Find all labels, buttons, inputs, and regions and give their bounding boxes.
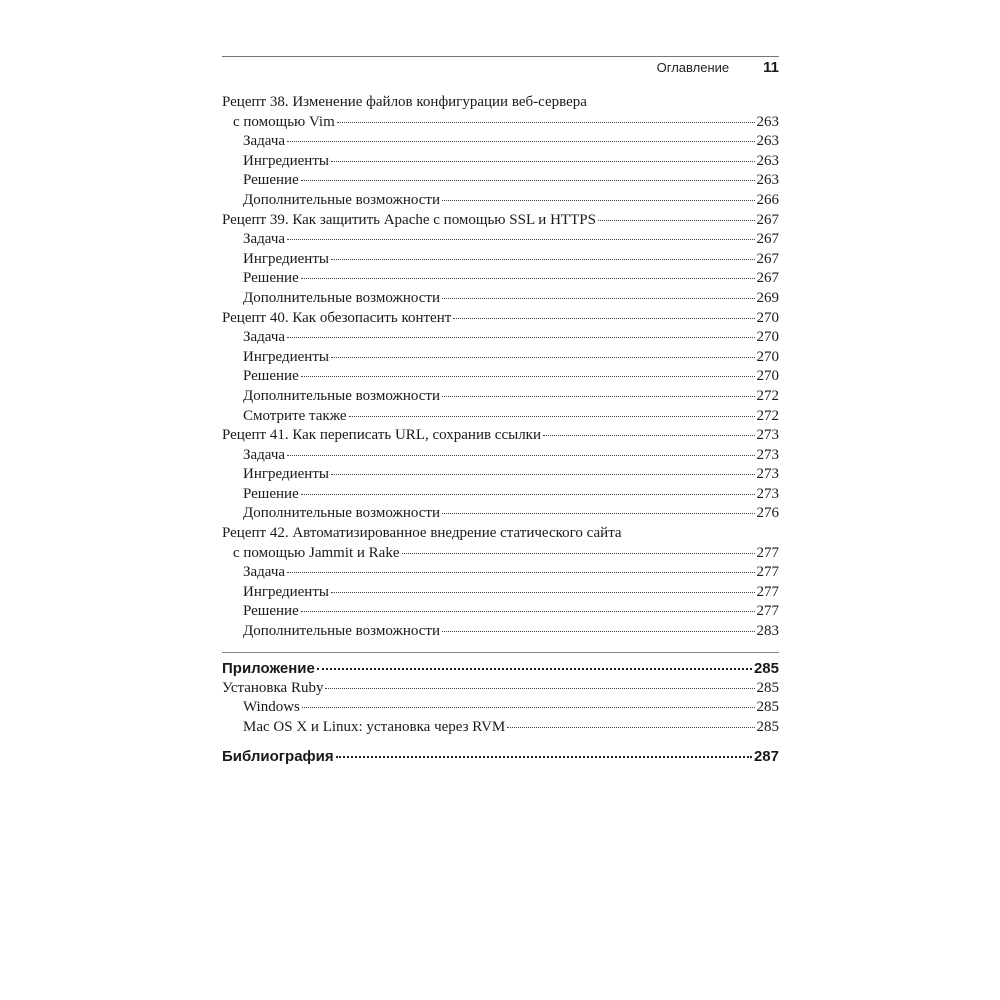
toc-entry-label: Задача bbox=[243, 446, 286, 463]
toc-subentry[interactable] bbox=[222, 328, 779, 348]
toc-page-number: 263 bbox=[756, 113, 779, 130]
toc-subentry[interactable] bbox=[222, 132, 779, 152]
toc-subentry[interactable] bbox=[222, 387, 779, 407]
toc-page-number: 273 bbox=[756, 466, 779, 483]
running-header bbox=[222, 59, 779, 85]
toc-entry-label: Задача bbox=[243, 133, 286, 150]
toc-entry-title[interactable]: Рецепт 42. Автоматизированное внедрение статического сайта bbox=[222, 525, 622, 542]
toc-page-number: 270 bbox=[756, 329, 779, 346]
toc-entry-label: с помощью Vim bbox=[233, 113, 335, 130]
toc-subentry[interactable] bbox=[222, 563, 779, 583]
toc-entry-label: Дополнительные возможности bbox=[243, 387, 440, 404]
toc-entry-label: Задача bbox=[243, 564, 286, 581]
toc-entry-label: Решение bbox=[243, 603, 299, 620]
toc-subentry[interactable] bbox=[222, 230, 779, 250]
toc-subentry[interactable] bbox=[222, 485, 779, 505]
toc-subentry[interactable] bbox=[222, 465, 779, 485]
toc-subentry[interactable] bbox=[222, 622, 779, 642]
toc-subentry[interactable] bbox=[222, 602, 779, 622]
toc-page-number: 283 bbox=[756, 623, 779, 640]
toc-page-number: 266 bbox=[756, 191, 779, 208]
toc-subentry[interactable] bbox=[222, 698, 779, 718]
toc-page-number: 272 bbox=[756, 387, 779, 404]
toc-page-number: 269 bbox=[756, 289, 779, 306]
dot-leader bbox=[287, 571, 754, 573]
dot-leader bbox=[442, 199, 755, 201]
toc-entry-label: Установка Ruby bbox=[222, 679, 324, 696]
toc-page-number: 263 bbox=[756, 172, 779, 189]
toc-page-number: 285 bbox=[756, 718, 779, 735]
table-of-contents bbox=[222, 93, 779, 767]
toc-major-entry[interactable] bbox=[222, 747, 779, 767]
toc-page-number: 267 bbox=[756, 250, 779, 267]
dot-leader bbox=[349, 415, 755, 417]
toc-page-number: 270 bbox=[756, 368, 779, 385]
toc-entry[interactable] bbox=[222, 679, 779, 699]
toc-subentry[interactable] bbox=[222, 504, 779, 524]
toc-subentry[interactable] bbox=[222, 250, 779, 270]
page-number: 11 bbox=[763, 59, 779, 76]
dot-leader bbox=[442, 630, 755, 632]
dot-leader bbox=[507, 726, 754, 728]
toc-page-number: 272 bbox=[756, 407, 779, 424]
toc-page-number: 277 bbox=[756, 583, 779, 600]
toc-entry[interactable] bbox=[222, 426, 779, 446]
toc-entry-title[interactable]: Рецепт 38. Изменение файлов конфигурации веб-сервера bbox=[222, 94, 587, 110]
toc-page-number: 277 bbox=[756, 544, 779, 561]
toc-page-number: 277 bbox=[756, 603, 779, 620]
dot-leader bbox=[301, 179, 755, 181]
toc-page-number: 267 bbox=[756, 231, 779, 248]
dot-leader bbox=[325, 687, 754, 689]
dot-leader bbox=[337, 121, 755, 123]
dot-leader bbox=[301, 375, 755, 377]
toc-page-number: 276 bbox=[756, 505, 779, 522]
toc-entry-label: Дополнительные возможности bbox=[243, 191, 440, 208]
toc-entry-label: Дополнительные возможности bbox=[243, 505, 440, 522]
toc-page-number: 263 bbox=[756, 152, 779, 169]
dot-leader bbox=[331, 356, 755, 358]
toc-subentry[interactable] bbox=[222, 407, 779, 427]
toc-subentry[interactable] bbox=[222, 171, 779, 191]
dot-leader bbox=[287, 454, 754, 456]
toc-entry-label: Рецепт 41. Как переписать URL, сохранив ссылки bbox=[222, 427, 541, 444]
dot-leader bbox=[336, 755, 752, 758]
book-page bbox=[222, 56, 779, 767]
dot-leader bbox=[543, 434, 755, 436]
dot-leader bbox=[301, 277, 755, 279]
toc-page-number: 270 bbox=[756, 309, 779, 326]
toc-entry-label: Приложение bbox=[222, 659, 315, 677]
toc-entry-label: Ингредиенты bbox=[243, 152, 329, 169]
toc-page-number: 273 bbox=[756, 446, 779, 463]
toc-subentry[interactable] bbox=[222, 367, 779, 387]
dot-leader bbox=[331, 258, 755, 260]
toc-major-entry[interactable] bbox=[222, 652, 779, 679]
toc-entry-label: Рецепт 39. Как защитить Apache с помощью SSL и HTTPS bbox=[222, 211, 596, 228]
dot-leader bbox=[302, 706, 755, 708]
toc-page-number: 270 bbox=[756, 348, 779, 365]
toc-entry-label: Ингредиенты bbox=[243, 466, 329, 483]
dot-leader bbox=[331, 473, 755, 475]
toc-entry-label: Решение bbox=[243, 368, 299, 385]
dot-leader bbox=[442, 297, 755, 299]
header-rule bbox=[222, 56, 779, 57]
toc-subentry[interactable] bbox=[222, 152, 779, 172]
toc-entry-label: с помощью Jammit и Rake bbox=[233, 544, 400, 561]
dot-leader bbox=[402, 552, 755, 554]
toc-page-number: 287 bbox=[753, 748, 779, 766]
toc-page-number: 285 bbox=[753, 659, 779, 677]
dot-leader bbox=[331, 160, 755, 162]
dot-leader bbox=[301, 610, 755, 612]
toc-entry[interactable] bbox=[222, 211, 779, 231]
toc-entry[interactable] bbox=[222, 544, 779, 564]
toc-entry-label: Дополнительные возможности bbox=[243, 623, 440, 640]
toc-entry-label: Ингредиенты bbox=[243, 583, 329, 600]
toc-entry[interactable] bbox=[222, 113, 779, 133]
toc-page-number: 285 bbox=[756, 699, 779, 716]
toc-page-number: 263 bbox=[756, 133, 779, 150]
toc-subentry[interactable] bbox=[222, 191, 779, 211]
toc-entry-label: Рецепт 40. Как обезопасить контент bbox=[222, 309, 452, 326]
toc-page-number: 273 bbox=[756, 485, 779, 502]
dot-leader bbox=[331, 591, 755, 593]
dot-leader bbox=[442, 512, 755, 514]
toc-entry-label: Решение bbox=[243, 485, 299, 502]
toc-entry-label: Ингредиенты bbox=[243, 348, 329, 365]
running-header-title: Оглавление bbox=[656, 60, 730, 75]
toc-entry-label: Библиография bbox=[222, 748, 334, 766]
toc-entry-label: Mac OS X и Linux: установка через RVM bbox=[243, 718, 506, 735]
toc-subentry[interactable] bbox=[222, 348, 779, 368]
dot-leader bbox=[442, 395, 755, 397]
dot-leader bbox=[317, 667, 752, 670]
toc-entry-label: Смотрите также bbox=[243, 407, 347, 424]
toc-entry-label: Задача bbox=[243, 231, 286, 248]
dot-leader bbox=[287, 140, 754, 142]
toc-subentry[interactable] bbox=[222, 718, 779, 738]
dot-leader bbox=[301, 493, 755, 495]
toc-subentry[interactable] bbox=[222, 269, 779, 289]
toc-entry-label: Задача bbox=[243, 329, 286, 346]
toc-page-number: 267 bbox=[756, 211, 779, 228]
toc-entry-label: Решение bbox=[243, 172, 299, 189]
toc-entry[interactable] bbox=[222, 309, 779, 329]
toc-page-number: 277 bbox=[756, 564, 779, 581]
toc-page-number: 273 bbox=[756, 427, 779, 444]
toc-entry-label: Ингредиенты bbox=[243, 250, 329, 267]
toc-subentry[interactable] bbox=[222, 583, 779, 603]
dot-leader bbox=[287, 238, 754, 240]
toc-entry-label: Windows bbox=[243, 699, 300, 716]
dot-leader bbox=[598, 219, 755, 221]
toc-entry-label: Решение bbox=[243, 270, 299, 287]
dot-leader bbox=[453, 317, 754, 319]
toc-subentry[interactable] bbox=[222, 289, 779, 309]
toc-entry-label: Дополнительные возможности bbox=[243, 289, 440, 306]
toc-page-number: 267 bbox=[756, 270, 779, 287]
toc-page-number: 285 bbox=[756, 679, 779, 696]
toc-subentry[interactable] bbox=[222, 446, 779, 466]
dot-leader bbox=[287, 336, 754, 338]
